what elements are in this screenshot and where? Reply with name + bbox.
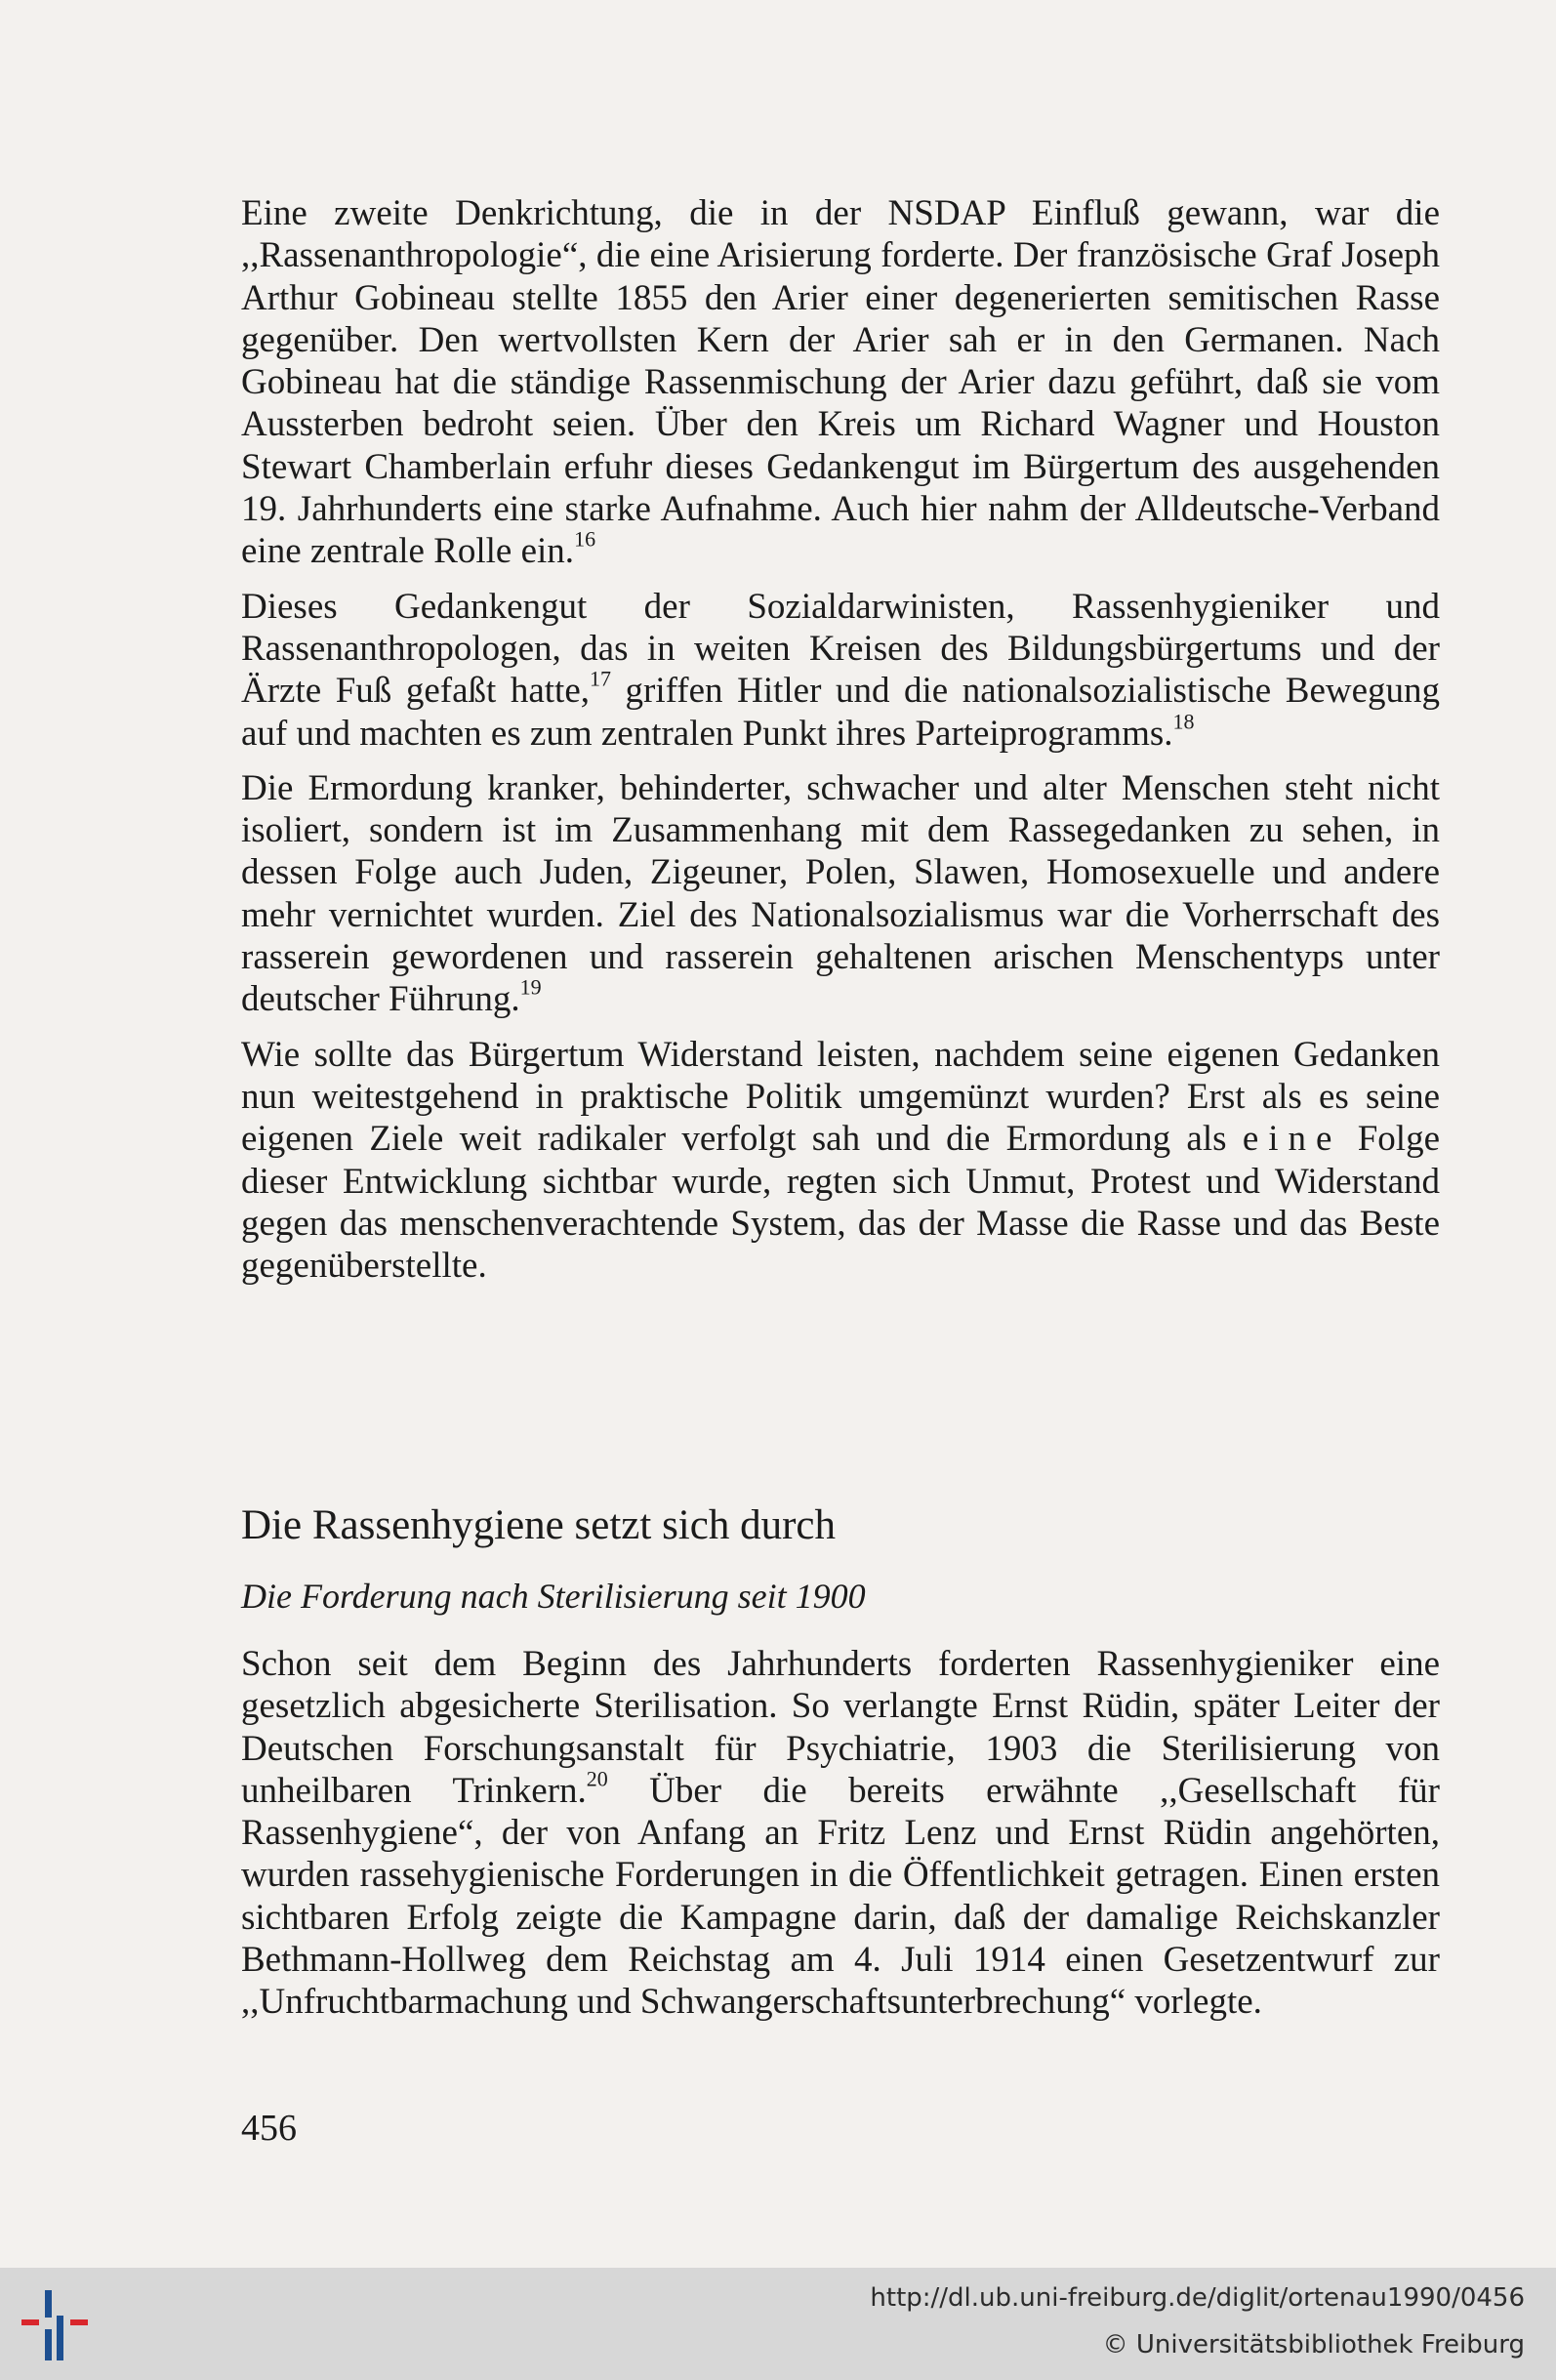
footnote-ref-19: 19 bbox=[519, 974, 542, 1000]
paragraph-text: Über die bereits erwähnte ,,Gesellschaft für Rassenhygiene“, der von Anfang an Fritz Lenz und Ernst Rüdin angehörten, wurden rassehygienische Forderungen in die Öffentlichkeit getragen. Einen ersten sichtbaren Erfolg zeigte die Kampagne darin, daß der damalige Reichskanzler Bethmann-Hollweg dem Reichstag am 4. Juli 1914 einen Gesetzentwurf zur ,,Unfruchtbarmachung und Schwangerschaftsunterbrechung“ vorlegte. bbox=[241, 1770, 1440, 2023]
section-subheading: Die Forderung nach Sterilisierung seit 1900 bbox=[241, 1577, 866, 1616]
footnote-ref-16: 16 bbox=[574, 526, 596, 552]
paragraph-widerstand bbox=[241, 1034, 1440, 1288]
paragraph-text: Dieses Gedankengut der Sozialdarwinisten, Rassenhygieniker und Rassenanthropologen, das in weiten Kreisen des Bildungsbürgertums und der Ärzte Fuß gefaßt hatte, bbox=[241, 586, 1440, 712]
paragraph-sterilisierung bbox=[241, 1643, 1440, 2024]
ub-freiburg-logo-icon bbox=[16, 2286, 96, 2364]
page-number: 456 bbox=[241, 2108, 297, 2149]
paragraph-text: Eine zweite Denkrichtung, die in der NSDAP Einfluß gewann, war die ,,Rassenanthropologie“, die eine Arisierung forderte. Der französische Graf Joseph Arthur Gobineau stellte 1855 den Arier einer degenerierten semitischen Rasse gegenüber. Den wertvollsten Kern der Arier sah er in den Germanen. Nach Gobineau hat die ständige Rassenmischung der Arier dazu geführt, daß sie vom Aussterben bedroht seien. Über den Kreis um Richard Wagner und Houston Stewart Chamberlain erfuhr dieses Gedankengut im Bürgertum des ausgehenden 19. Jahrhunderts eine starke Aufnahme. Auch hier nahm der Alldeutsche-Verband eine zentrale Rolle ein. bbox=[241, 193, 1440, 572]
paragraph-ermordung bbox=[241, 767, 1440, 1021]
paragraph-text: Wie sollte das Bürgertum Widerstand leisten, nachdem seine eigenen Gedanken nun weitestgehend in praktische Politik umgemünzt wurden? Erst als es seine eigenen Ziele weit radikaler verfolgt sah und die Ermordung als bbox=[241, 1034, 1440, 1160]
copyright-notice: © Universitätsbibliothek Freiburg bbox=[1102, 2330, 1525, 2359]
paragraph-gobineau bbox=[241, 192, 1440, 573]
footnote-ref-20: 20 bbox=[586, 1766, 608, 1791]
footnote-ref-17: 17 bbox=[590, 666, 611, 691]
source-url-link[interactable]: http://dl.ub.uni-freiburg.de/diglit/ortenau1990/0456 bbox=[870, 2283, 1525, 2313]
paragraph-text: Die Ermordung kranker, behinderter, schwacher und alter Menschen steht nicht isoliert, sondern ist im Zusammenhang mit dem Rassegedanken zu sehen, in dessen Folge auch Juden, Zigeuner, Polen, Slawen, Homosexuelle und andere mehr vernichtet wurden. Ziel des Nationalsozialismus war die Vorherrschaft des rasserein gewordenen und rasserein gehaltenen arischen Menschentyps unter deutscher Führung. bbox=[241, 767, 1440, 1020]
paragraph-sozialdarwinisten bbox=[241, 586, 1440, 755]
footnote-ref-18: 18 bbox=[1172, 709, 1195, 734]
spaced-emphasis: eine bbox=[1242, 1119, 1342, 1160]
paragraph-text: Schon seit dem Beginn des Jahrhunderts forderten Rassenhygieniker eine gesetzlich abgesicherte Sterilisation. So verlangte Ernst Rüdin, später Leiter der Deutschen Forschungsanstalt für Psychiatrie, 1903 die Sterilisierung von unheilbaren Trinkern. bbox=[241, 1644, 1440, 1811]
paragraph-text: Folge dieser Entwicklung sichtbar wurde, regten sich Unmut, Protest und Widerstand gegen das menschenverachtende System, das der Masse die Rasse und das Beste gegenüberstellte. bbox=[241, 1119, 1440, 1287]
paragraph-text: griffen Hitler und die nationalsozialistische Bewegung auf und machten es zum zentralen Punkt ihres Parteiprogramms. bbox=[241, 671, 1441, 754]
footer-bar bbox=[0, 2268, 1556, 2380]
section-heading: Die Rassenhygiene setzt sich durch bbox=[241, 1502, 836, 1548]
body-text-top bbox=[241, 192, 1440, 1299]
body-text-section bbox=[241, 1643, 1440, 2036]
